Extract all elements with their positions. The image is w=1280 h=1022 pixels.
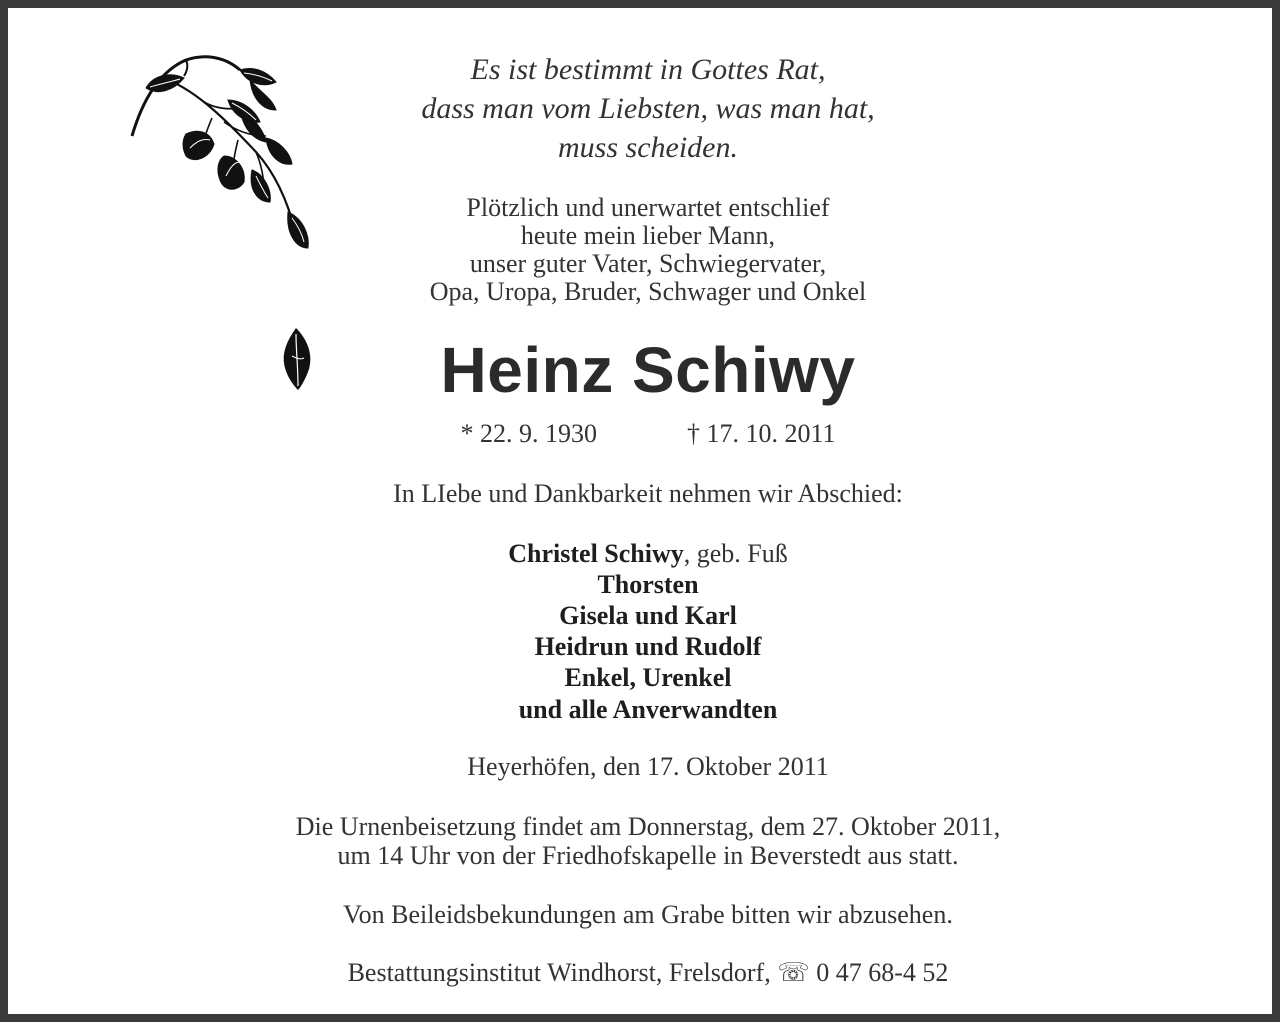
motto-line-1: Es ist bestimmt in Gottes Rat, — [470, 53, 826, 86]
phone-number: 0 47 68-4 52 — [816, 958, 949, 987]
undertaker-name: Bestattungsinstitut Windhorst, Frelsdorf, — [347, 958, 771, 987]
mourner-line: Enkel, Urenkel — [564, 663, 732, 692]
funeral-line-1: Die Urnenbeisetzung findet am Donnerstag, dem 27. Oktober 2011, — [295, 812, 1001, 841]
funeral-line-2: um 14 Uhr von der Friedhofskapelle in Beverstedt aus statt. — [337, 841, 959, 870]
place-date: Heyerhöfen, den 17. Oktober 2011 — [467, 752, 829, 781]
intro-line-2: heute mein lieber Mann, — [520, 221, 776, 250]
death-date: † 17. 10. 2011 — [686, 419, 836, 448]
mourner-line: Gisela und Karl — [559, 601, 737, 630]
deceased-name: Heinz Schiwy — [440, 334, 856, 406]
farewell-line: In LIebe und Dankbarkeit nehmen wir Abschied: — [393, 479, 903, 508]
undertaker-line — [8, 958, 1280, 988]
mourner-line: und alle Anverwandten — [518, 695, 778, 724]
mourner-line: Thorsten — [597, 570, 699, 599]
intro-line-3: unser guter Vater, Schwiegervater, — [469, 249, 827, 278]
intro-line-1: Plötzlich und unerwartet entschlief — [466, 193, 830, 222]
condolence-note: Von Beileidsbekundungen am Grabe bitten wir abzusehen. — [343, 900, 953, 929]
mourner-primary — [8, 538, 1280, 569]
birth-date: * 22. 9. 1930 — [460, 419, 597, 448]
mourner-primary-name: Christel Schiwy — [508, 539, 684, 568]
motto-line-2: dass man vom Liebsten, was man hat, — [421, 92, 875, 125]
intro-line-4: Opa, Uropa, Bruder, Schwager und Onkel — [429, 277, 867, 306]
mourner-line: Heidrun und Rudolf — [534, 632, 762, 661]
phone-icon: ☏ — [777, 958, 810, 987]
life-dates — [8, 419, 1280, 449]
mourner-primary-suffix: , geb. Fuß — [683, 539, 788, 568]
motto-line-3: muss scheiden. — [558, 131, 738, 164]
